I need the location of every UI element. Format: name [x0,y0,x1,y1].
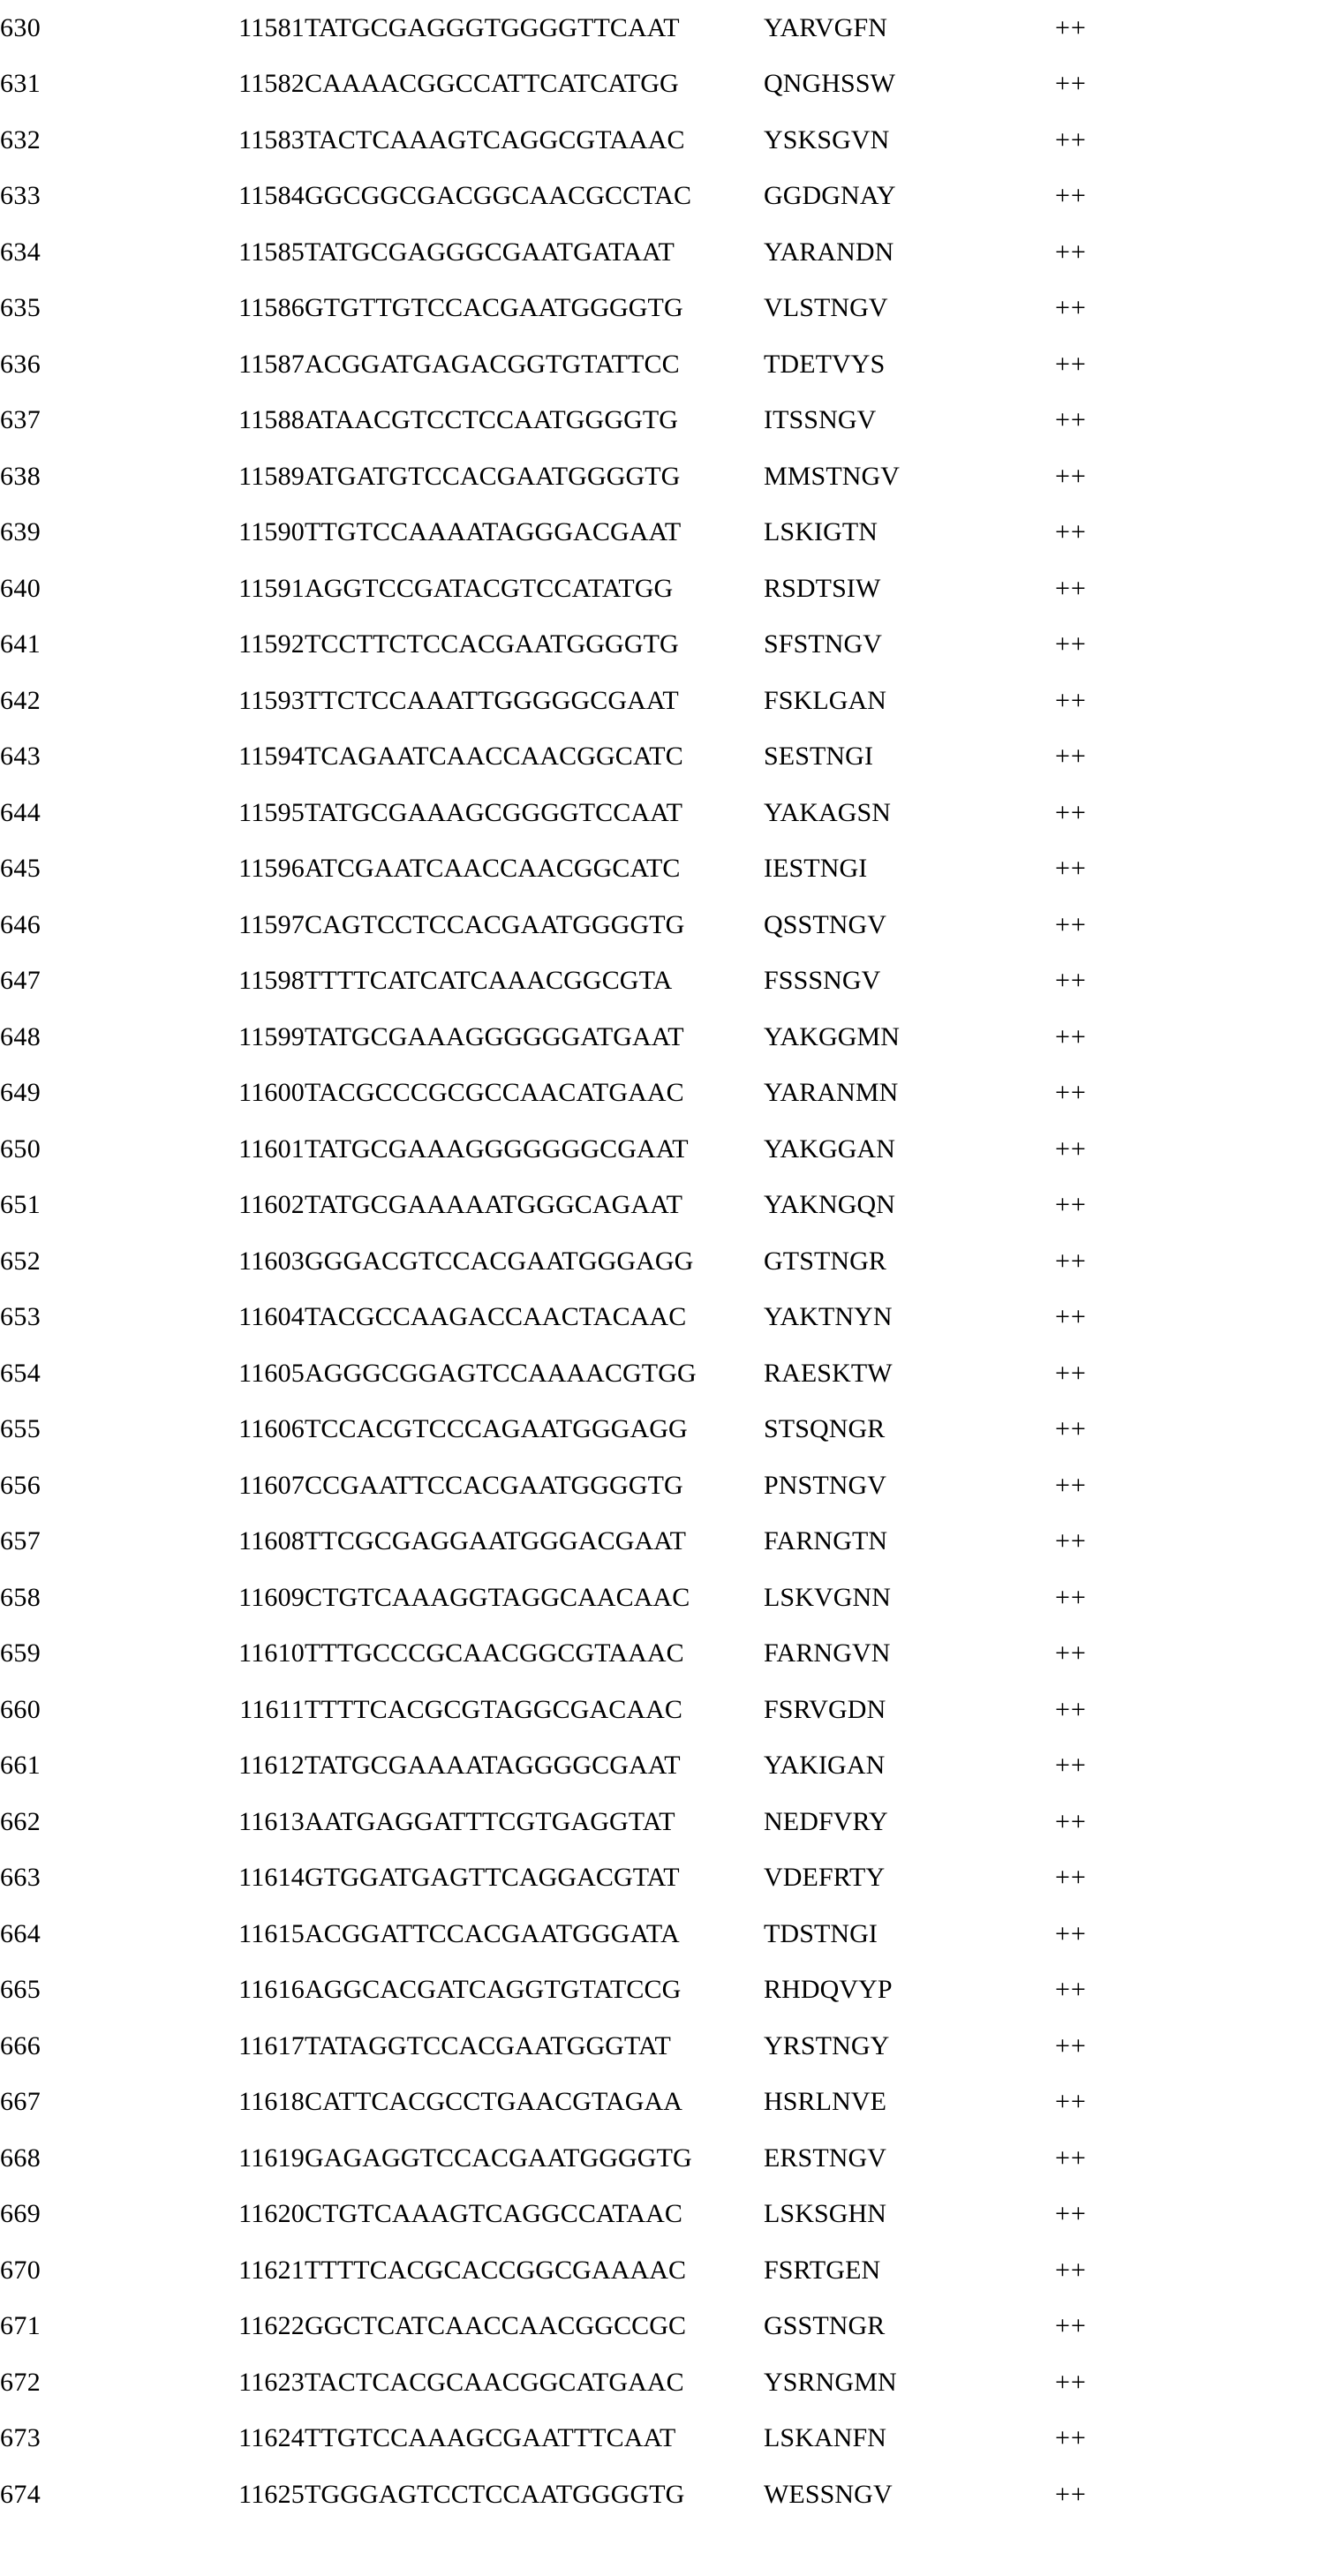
row-index-cell: 643 [0,742,41,772]
table-row [0,448,1342,505]
activity-marker-cell: ++ [1055,573,1087,603]
table-row [0,561,1342,617]
nucleotide-sequence-cell: TCAGAATCAACCAACGGCATC [305,742,683,772]
row-index-cell: 647 [0,966,41,996]
seq-id-cell: 11594 [238,742,305,772]
seq-id-cell: 11592 [238,629,305,659]
row-index-cell: 651 [0,1190,41,1220]
amino-acid-sequence-cell: FSRTGEN [764,2255,881,2285]
activity-marker-cell: ++ [1055,405,1087,435]
nucleotide-sequence-cell: ATAACGTCCTCCAATGGGGTG [305,405,679,435]
row-index-cell: 632 [0,124,41,154]
row-index-cell: 667 [0,2087,41,2117]
nucleotide-sequence-cell: TTTGCCCGCAACGGCGTAAAC [305,1638,684,1668]
table-row [0,505,1342,561]
row-index-cell: 644 [0,797,41,827]
table-row [0,841,1342,898]
row-index-cell: 649 [0,1078,41,1108]
nucleotide-sequence-cell: GGCGGCGACGGCAACGCCTAC [305,181,692,211]
activity-marker-cell: ++ [1055,2479,1087,2509]
nucleotide-sequence-cell: GTGTTGTCCACGAATGGGGTG [305,293,683,323]
amino-acid-sequence-cell: FARNGVN [764,1638,891,1668]
amino-acid-sequence-cell: FSRVGDN [764,1694,886,1724]
table-row [0,897,1342,953]
activity-marker-cell: ++ [1055,1526,1087,1556]
seq-id-cell: 11598 [238,966,305,996]
row-index-cell: 657 [0,1526,41,1556]
table-row [0,1626,1342,1683]
row-index-cell: 668 [0,2143,41,2173]
amino-acid-sequence-cell: YARANMN [764,1078,899,1108]
activity-marker-cell: ++ [1055,2143,1087,2173]
amino-acid-sequence-cell: ERSTNGV [764,2143,887,2173]
row-index-cell: 631 [0,69,41,99]
seq-id-cell: 11622 [238,2311,305,2341]
activity-marker-cell: ++ [1055,461,1087,491]
row-index-cell: 633 [0,181,41,211]
activity-marker-cell: ++ [1055,742,1087,772]
nucleotide-sequence-cell: TATGCGAAAGGGGGGATGAAT [305,1021,684,1051]
amino-acid-sequence-cell: YAKGGMN [764,1021,901,1051]
seq-id-cell: 11584 [238,181,305,211]
seq-id-cell: 11591 [238,573,305,603]
table-row [0,2242,1342,2299]
nucleotide-sequence-cell: GGGACGTCCACGAATGGGAGG [305,1246,694,1276]
amino-acid-sequence-cell: SESTNGI [764,742,874,772]
seq-id-cell: 11602 [238,1190,305,1220]
nucleotide-sequence-cell: TTGTCCAAAATAGGGACGAAT [305,517,682,547]
row-index-cell: 635 [0,293,41,323]
seq-id-cell: 11617 [238,2030,305,2060]
table-row [0,336,1342,393]
activity-marker-cell: ++ [1055,2311,1087,2341]
row-index-cell: 642 [0,685,41,715]
amino-acid-sequence-cell: LSKANFN [764,2423,887,2453]
seq-id-cell: 11609 [238,1582,305,1612]
activity-marker-cell: ++ [1055,181,1087,211]
table-row [0,0,1342,56]
seq-id-cell: 11587 [238,349,305,379]
nucleotide-sequence-cell: TCCACGTCCCAGAATGGGAGG [305,1414,688,1444]
nucleotide-sequence-cell: TACGCCAAGACCAACTACAAC [305,1302,687,1332]
nucleotide-sequence-cell: TACTCAAAGTCAGGCGTAAAC [305,124,685,154]
nucleotide-sequence-cell: GGCTCATCAACCAACGGCCGC [305,2311,687,2341]
seq-id-cell: 11614 [238,1863,305,1893]
table-row [0,1009,1342,1066]
amino-acid-sequence-cell: NEDFVRY [764,1806,888,1836]
seq-id-cell: 11583 [238,124,305,154]
seq-id-cell: 11595 [238,797,305,827]
amino-acid-sequence-cell: LSKIGTN [764,517,878,547]
row-index-cell: 640 [0,573,41,603]
nucleotide-sequence-cell: TCCTTCTCCACGAATGGGGTG [305,629,679,659]
amino-acid-sequence-cell: RHDQVYP [764,1975,893,2005]
table-row [0,169,1342,225]
nucleotide-sequence-cell: TATAGGTCCACGAATGGGTAT [305,2030,671,2060]
nucleotide-sequence-cell: ATCGAATCAACCAACGGCATC [305,854,681,884]
row-index-cell: 656 [0,1470,41,1500]
seq-id-cell: 11596 [238,854,305,884]
row-index-cell: 645 [0,854,41,884]
activity-marker-cell: ++ [1055,909,1087,939]
activity-marker-cell: ++ [1055,1302,1087,1332]
nucleotide-sequence-cell: TTTTCACGCACCGGCGAAAAC [305,2255,687,2285]
amino-acid-sequence-cell: TDETVYS [764,349,886,379]
seq-id-cell: 11603 [238,1246,305,1276]
activity-marker-cell: ++ [1055,1414,1087,1444]
seq-id-cell: 11601 [238,1134,305,1164]
activity-marker-cell: ++ [1055,2030,1087,2060]
activity-marker-cell: ++ [1055,69,1087,99]
activity-marker-cell: ++ [1055,2199,1087,2229]
row-index-cell: 670 [0,2255,41,2285]
row-index-cell: 666 [0,2030,41,2060]
table-row [0,673,1342,729]
table-row [0,1570,1342,1626]
amino-acid-sequence-cell: GSSTNGR [764,2311,886,2341]
activity-marker-cell: ++ [1055,349,1087,379]
row-index-cell: 639 [0,517,41,547]
table-row [0,729,1342,786]
activity-marker-cell: ++ [1055,1918,1087,1948]
nucleotide-sequence-cell: AGGTCCGATACGTCCATATGG [305,573,674,603]
table-row [0,2354,1342,2411]
row-index-cell: 673 [0,2423,41,2453]
activity-marker-cell: ++ [1055,685,1087,715]
seq-id-cell: 11623 [238,2367,305,2397]
amino-acid-sequence-cell: YSRNGMN [764,2367,897,2397]
table-row [0,1962,1342,2019]
row-index-cell: 671 [0,2311,41,2341]
activity-marker-cell: ++ [1055,2367,1087,2397]
seq-id-cell: 11620 [238,2199,305,2229]
seq-id-cell: 11600 [238,1078,305,1108]
activity-marker-cell: ++ [1055,293,1087,323]
row-index-cell: 653 [0,1302,41,1332]
seq-id-cell: 11619 [238,2143,305,2173]
table-row [0,393,1342,449]
activity-marker-cell: ++ [1055,1582,1087,1612]
activity-marker-cell: ++ [1055,1078,1087,1108]
amino-acid-sequence-cell: HSRLNVE [764,2087,887,2117]
amino-acid-sequence-cell: YAKAGSN [764,797,892,827]
amino-acid-sequence-cell: LSKSGHN [764,2199,887,2229]
amino-acid-sequence-cell: GGDGNAY [764,181,896,211]
activity-marker-cell: ++ [1055,1190,1087,1220]
table-row [0,2411,1342,2467]
row-index-cell: 652 [0,1246,41,1276]
amino-acid-sequence-cell: RAESKTW [764,1358,893,1388]
nucleotide-sequence-cell: TTTTCACGCGTAGGCGACAAC [305,1694,683,1724]
row-index-cell: 664 [0,1918,41,1948]
activity-marker-cell: ++ [1055,854,1087,884]
activity-marker-cell: ++ [1055,629,1087,659]
row-index-cell: 665 [0,1975,41,2005]
seq-id-cell: 11610 [238,1638,305,1668]
seq-id-cell: 11615 [238,1918,305,1948]
amino-acid-sequence-cell: IESTNGI [764,854,868,884]
row-index-cell: 674 [0,2479,41,2509]
nucleotide-sequence-cell: TTGTCCAAAGCGAATTTCAAT [305,2423,676,2453]
table-row [0,2299,1342,2355]
activity-marker-cell: ++ [1055,966,1087,996]
amino-acid-sequence-cell: YARANDN [764,237,894,267]
row-index-cell: 663 [0,1863,41,1893]
nucleotide-sequence-cell: TATGCGAAAATAGGGGCGAAT [305,1751,681,1781]
table-row [0,1850,1342,1907]
row-index-cell: 636 [0,349,41,379]
nucleotide-sequence-cell: TATGCGAGGGTGGGGTTCAAT [305,12,680,42]
nucleotide-sequence-cell: GAGAGGTCCACGAATGGGGTG [305,2143,692,2173]
table-row [0,2018,1342,2075]
row-index-cell: 648 [0,1021,41,1051]
nucleotide-sequence-cell: TATGCGAAAGGGGGGGCGAAT [305,1134,689,1164]
table-row [0,1457,1342,1514]
seq-id-cell: 11606 [238,1414,305,1444]
amino-acid-sequence-cell: STSQNGR [764,1414,886,1444]
row-index-cell: 669 [0,2199,41,2229]
table-row [0,2187,1342,2243]
nucleotide-sequence-cell: AGGGCGGAGTCCAAAACGTGG [305,1358,697,1388]
amino-acid-sequence-cell: QSSTNGV [764,909,887,939]
amino-acid-sequence-cell: VLSTNGV [764,293,888,323]
nucleotide-sequence-cell: TATGCGAAAAATGGGCAGAAT [305,1190,683,1220]
amino-acid-sequence-cell: YAKNGQN [764,1190,896,1220]
activity-marker-cell: ++ [1055,1358,1087,1388]
seq-id-cell: 11597 [238,909,305,939]
seq-id-cell: 11611 [239,1694,305,1724]
amino-acid-sequence-cell: YAKTNYN [764,1302,893,1332]
table-row [0,2075,1342,2131]
nucleotide-sequence-cell: ACGGATGAGACGGTGTATTCC [305,349,680,379]
nucleotide-sequence-cell: CTGTCAAAGTCAGGCCATAAC [305,2199,683,2229]
table-row [0,1233,1342,1290]
amino-acid-sequence-cell: MMSTNGV [764,461,901,491]
seq-id-cell: 11585 [238,237,305,267]
seq-id-cell: 11625 [238,2479,305,2509]
row-index-cell: 654 [0,1358,41,1388]
seq-id-cell: 11586 [238,293,305,323]
activity-marker-cell: ++ [1055,1638,1087,1668]
amino-acid-sequence-cell: LSKVGNN [764,1582,892,1612]
table-row [0,1682,1342,1738]
nucleotide-sequence-cell: ATGATGTCCACGAATGGGGTG [305,461,681,491]
amino-acid-sequence-cell: GTSTNGR [764,1246,887,1276]
nucleotide-sequence-cell: TTCGCGAGGAATGGGACGAAT [305,1526,687,1556]
table-row [0,56,1342,113]
amino-acid-sequence-cell: SFSTNGV [764,629,883,659]
nucleotide-sequence-cell: CCGAATTCCACGAATGGGGTG [305,1470,683,1500]
seq-id-cell: 11588 [238,405,305,435]
nucleotide-sequence-cell: TACGCCCGCGCCAACATGAAC [305,1078,684,1108]
seq-id-cell: 11608 [238,1526,305,1556]
activity-marker-cell: ++ [1055,2087,1087,2117]
nucleotide-sequence-cell: AATGAGGATTTCGTGAGGTAT [305,1806,675,1836]
activity-marker-cell: ++ [1055,1806,1087,1836]
nucleotide-sequence-cell: CTGTCAAAGGTAGGCAACAAC [305,1582,690,1612]
activity-marker-cell: ++ [1055,1863,1087,1893]
nucleotide-sequence-cell: TTCTCCAAATTGGGGGCGAAT [305,685,679,715]
amino-acid-sequence-cell: YRSTNGY [764,2030,890,2060]
seq-id-cell: 11599 [238,1021,305,1051]
activity-marker-cell: ++ [1055,1246,1087,1276]
nucleotide-sequence-cell: CATTCACGCCTGAACGTAGAA [305,2087,683,2117]
table-row [0,785,1342,841]
row-index-cell: 646 [0,909,41,939]
activity-marker-cell: ++ [1055,1975,1087,2005]
table-row [0,953,1342,1010]
row-index-cell: 660 [0,1694,41,1724]
seq-id-cell: 11616 [238,1975,305,2005]
nucleotide-sequence-cell: TATGCGAGGGCGAATGATAAT [305,237,675,267]
table-row [0,1121,1342,1178]
amino-acid-sequence-cell: FSSSNGV [764,966,881,996]
seq-id-cell: 11593 [238,685,305,715]
table-row [0,1514,1342,1570]
table-row [0,1402,1342,1458]
seq-id-cell: 11604 [238,1302,305,1332]
row-index-cell: 638 [0,461,41,491]
activity-marker-cell: ++ [1055,1694,1087,1724]
seq-id-cell: 11590 [238,517,305,547]
amino-acid-sequence-cell: ITSSNGV [764,405,877,435]
activity-marker-cell: ++ [1055,237,1087,267]
amino-acid-sequence-cell: YAKIGAN [764,1751,886,1781]
amino-acid-sequence-cell: VDEFRTY [764,1863,886,1893]
nucleotide-sequence-cell: TGGGAGTCCTCCAATGGGGTG [305,2479,685,2509]
row-index-cell: 630 [0,12,41,42]
seq-id-cell: 11582 [238,69,305,99]
amino-acid-sequence-cell: FARNGTN [764,1526,888,1556]
seq-id-cell: 11624 [238,2423,305,2453]
table-row [0,617,1342,674]
seq-id-cell: 11621 [238,2255,305,2285]
amino-acid-sequence-cell: FSKLGAN [764,685,887,715]
seq-id-cell: 11613 [238,1806,305,1836]
nucleotide-sequence-cell: ACGGATTCCACGAATGGGATA [305,1918,680,1948]
seq-id-cell: 11607 [238,1470,305,1500]
row-index-cell: 661 [0,1751,41,1781]
table-row [0,281,1342,337]
row-index-cell: 658 [0,1582,41,1612]
table-row [0,1290,1342,1346]
amino-acid-sequence-cell: YARVGFN [764,12,887,42]
row-index-cell: 672 [0,2367,41,2397]
activity-marker-cell: ++ [1055,797,1087,827]
activity-marker-cell: ++ [1055,1021,1087,1051]
nucleotide-sequence-cell: GTGGATGAGTTCAGGACGTAT [305,1863,680,1893]
table-row [0,2467,1342,2523]
nucleotide-sequence-cell: TACTCACGCAACGGCATGAAC [305,2367,684,2397]
amino-acid-sequence-cell: WESSNGV [764,2479,893,2509]
amino-acid-sequence-cell: TDSTNGI [764,1918,878,1948]
row-index-cell: 650 [0,1134,41,1164]
row-index-cell: 637 [0,405,41,435]
table-row [0,224,1342,281]
table-row [0,1738,1342,1795]
activity-marker-cell: ++ [1055,12,1087,42]
seq-id-cell: 11605 [238,1358,305,1388]
amino-acid-sequence-cell: YSKSGVN [764,124,890,154]
nucleotide-sequence-cell: AGGCACGATCAGGTGTATCCG [305,1975,682,2005]
row-index-cell: 641 [0,629,41,659]
amino-acid-sequence-cell: PNSTNGV [764,1470,887,1500]
nucleotide-sequence-cell: CAGTCCTCCACGAATGGGGTG [305,909,685,939]
seq-id-cell: 11618 [238,2087,305,2117]
activity-marker-cell: ++ [1055,2255,1087,2285]
table-row [0,1794,1342,1850]
activity-marker-cell: ++ [1055,1751,1087,1781]
nucleotide-sequence-cell: CAAAACGGCCATTCATCATGG [305,69,679,99]
seq-id-cell: 11581 [238,12,305,42]
table-row [0,2130,1342,2187]
nucleotide-sequence-cell: TTTTCATCATCAAACGGCGTA [305,966,673,996]
activity-marker-cell: ++ [1055,2423,1087,2453]
seq-id-cell: 11589 [238,461,305,491]
table-row [0,1906,1342,1962]
activity-marker-cell: ++ [1055,1134,1087,1164]
amino-acid-sequence-cell: RSDTSIW [764,573,881,603]
row-index-cell: 655 [0,1414,41,1444]
seq-id-cell: 11612 [238,1751,305,1781]
row-index-cell: 634 [0,237,41,267]
nucleotide-sequence-cell: TATGCGAAAGCGGGGTCCAAT [305,797,683,827]
activity-marker-cell: ++ [1055,1470,1087,1500]
table-row [0,1066,1342,1122]
amino-acid-sequence-cell: QNGHSSW [764,69,896,99]
activity-marker-cell: ++ [1055,517,1087,547]
row-index-cell: 659 [0,1638,41,1668]
row-index-cell: 662 [0,1806,41,1836]
amino-acid-sequence-cell: YAKGGAN [764,1134,896,1164]
activity-marker-cell: ++ [1055,124,1087,154]
table-row [0,1178,1342,1234]
table-row [0,1345,1342,1402]
table-row [0,112,1342,169]
